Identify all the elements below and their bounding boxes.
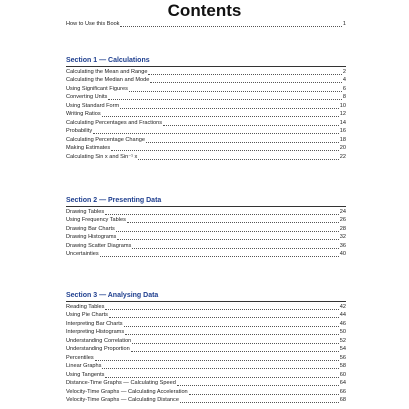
toc-entry-page: 26 <box>339 217 346 223</box>
dot-leader <box>138 159 338 160</box>
toc-entry-label: Percentiles <box>66 354 94 361</box>
dot-leader <box>117 239 338 240</box>
section-heading-1: Section 1 — Calculations <box>66 57 150 64</box>
toc-entry-page: 42 <box>339 303 346 310</box>
toc-entry-label: Calculating the Median and Mode <box>66 77 150 83</box>
toc-entry-label: Using Standard Form <box>66 102 120 109</box>
toc-entry-label: Velocity-Time Graphs — Calculating Distance <box>66 397 179 403</box>
dot-leader <box>163 125 339 126</box>
dot-leader <box>93 133 339 134</box>
toc-entry-label: Interpreting Bar Charts <box>66 320 123 327</box>
section-heading-2: Section 2 — Presenting Data <box>66 197 162 204</box>
toc-entry <box>66 153 346 162</box>
toc-entry-label: Uncertainties <box>66 251 99 257</box>
toc-entry-label: Using Pie Charts <box>66 312 108 318</box>
toc-entry-label: Drawing Bar Charts <box>66 225 115 232</box>
toc-entry-label: Using Frequency Tables <box>66 217 126 223</box>
toc-entry-page: 4 <box>342 77 346 83</box>
toc-entry-page: 22 <box>339 153 346 160</box>
toc-entry-label: Linear Graphs <box>66 363 102 369</box>
dot-leader <box>102 368 338 369</box>
toc-entry-label: Drawing Tables <box>66 208 105 215</box>
dot-leader <box>105 214 339 215</box>
dot-leader <box>116 231 339 232</box>
toc-entry-label: Calculating the Mean and Range <box>66 68 148 75</box>
toc-entry-label: Calculating Percentages and Fractions <box>66 119 163 126</box>
dot-leader <box>100 256 339 257</box>
dot-leader <box>105 377 338 378</box>
section-heading-3: Section 3 — Analysing Data <box>66 292 159 299</box>
dot-leader <box>120 108 339 109</box>
dot-leader <box>125 334 339 335</box>
toc-entry-page: 18 <box>339 136 346 143</box>
toc-entry-page: 24 <box>339 208 346 215</box>
toc-entry-page: 1 <box>342 21 346 27</box>
dot-leader <box>102 116 339 117</box>
dot-leader <box>148 74 341 75</box>
toc-entry-page: 54 <box>339 346 346 352</box>
toc-entry-page: 12 <box>339 111 346 117</box>
toc-entry-label: Drawing Histograms <box>66 234 117 240</box>
toc-entry-page: 66 <box>339 388 346 395</box>
dot-leader <box>95 360 339 361</box>
toc-entry-label: Drawing Scatter Diagrams <box>66 242 132 249</box>
toc-entry-page: 44 <box>339 312 346 318</box>
page-title: Contents <box>167 1 242 20</box>
toc-entry-page: 10 <box>339 102 346 109</box>
toc-entry-page: 40 <box>339 251 346 257</box>
dot-leader <box>108 99 342 100</box>
toc-entry-page: 32 <box>339 234 346 240</box>
toc-entry-label: Understanding Proportion <box>66 346 130 352</box>
toc-entry-page: 6 <box>342 85 346 92</box>
toc-entry-label: Interpreting Histograms <box>66 329 125 335</box>
dot-leader <box>189 394 339 395</box>
dot-leader <box>120 26 341 27</box>
dot-leader <box>109 317 339 318</box>
toc-entry <box>66 250 346 259</box>
toc-entry <box>66 396 346 405</box>
dot-leader <box>146 142 339 143</box>
toc-entry-label: Understanding Correlation <box>66 337 132 344</box>
toc-entry-label: Making Estimates <box>66 145 111 151</box>
toc-entry-page: 64 <box>339 380 346 386</box>
toc-entry-page: 36 <box>339 242 346 249</box>
toc-entry-page: 60 <box>339 371 346 378</box>
toc-entry-page: 28 <box>339 225 346 232</box>
dot-leader <box>177 385 339 386</box>
toc-entry-page: 20 <box>339 145 346 151</box>
toc-entry-label: Velocity-Time Graphs — Calculating Acceleration <box>66 388 188 395</box>
dot-leader <box>180 402 339 403</box>
toc-entry-label: How to Use this Book <box>66 21 120 27</box>
toc-entry-page: 8 <box>342 94 346 100</box>
toc-entry-page: 14 <box>339 119 346 126</box>
toc-entry-label: Reading Tables <box>66 303 105 310</box>
dot-leader <box>124 326 339 327</box>
toc-entry-label: Calculating Percentage Change <box>66 136 145 143</box>
dot-leader <box>129 91 342 92</box>
toc-entry-label: Using Significant Figures <box>66 85 128 92</box>
toc-entry-page: 2 <box>342 68 346 75</box>
dot-leader <box>132 248 338 249</box>
toc-entry-label: Converting Units <box>66 94 108 100</box>
dot-leader <box>150 82 342 83</box>
dot-leader <box>111 150 339 151</box>
toc-entry-label: Distance-Time Graphs — Calculating Speed <box>66 380 176 386</box>
toc-entry-page: 68 <box>339 397 346 403</box>
toc-entry-page: 16 <box>339 128 346 134</box>
dot-leader <box>131 351 339 352</box>
toc-entry-page: 50 <box>339 329 346 335</box>
toc-entry-page: 52 <box>339 337 346 344</box>
toc-entry-label: Using Tangents <box>66 371 105 378</box>
toc-entry-page: 46 <box>339 320 346 327</box>
dot-leader <box>132 343 338 344</box>
toc-entry-intro <box>66 20 346 29</box>
dot-leader <box>127 222 339 223</box>
toc-entry-page: 56 <box>339 354 346 361</box>
toc-entry-page: 58 <box>339 363 346 369</box>
toc-entry-label: Writing Ratios <box>66 111 101 117</box>
toc-entry-label: Calculating Sin x and Sin⁻¹ x <box>66 153 138 160</box>
toc-entry-label: Probability <box>66 128 93 134</box>
dot-leader <box>105 309 338 310</box>
